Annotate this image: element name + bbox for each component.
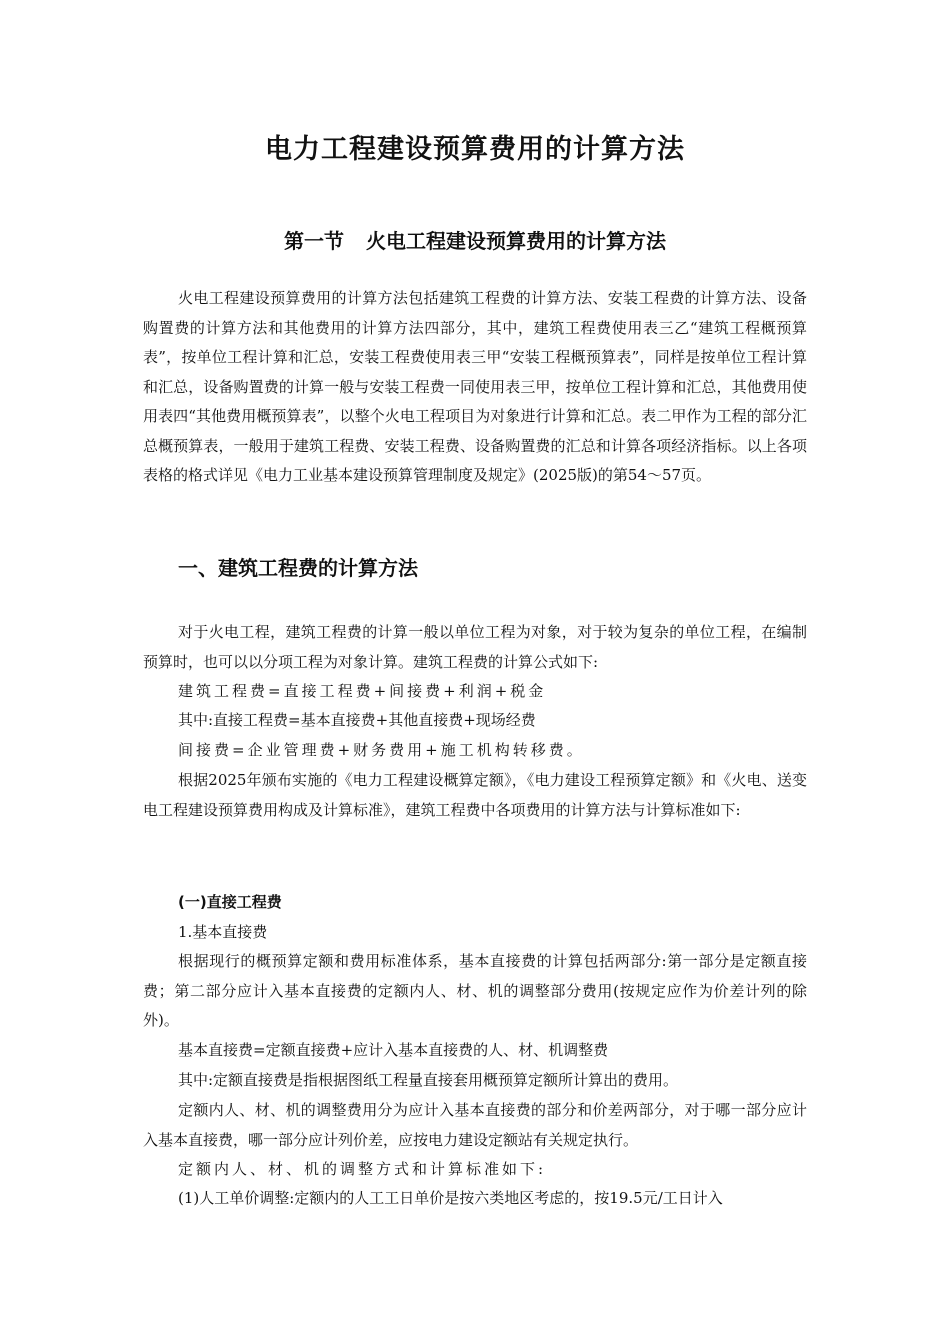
document-title: 电力工程建设预算费用的计算方法 (265, 134, 685, 165)
section-title: 火电工程建设预算费用的计算方法 (366, 229, 666, 253)
paragraph-construction-intro: 对于火电工程，建筑工程费的计算一般以单位工程为对象，对于较为复杂的单位工程，在编制预算时，也可以以分项工程为对象计算。建筑工程费的计算公式如下: (143, 623, 807, 671)
heading-direct-engineering-cost: (一)直接工程费 (178, 893, 282, 911)
formula-basic-direct-cost: 基本直接费=定额直接费+应计入基本直接费的人、材、机调整费 (178, 1041, 609, 1059)
section-heading (0, 226, 950, 256)
item-basic-direct-cost: 1.基本直接费 (178, 923, 268, 941)
line-labor-price-adjustment: (1)人工单价调整:定额内的人工工日单价是按六类地区考虑的，按19.5元/工日计入 (178, 1189, 723, 1207)
formula-indirect-cost: 间接费=企业管理费+财务费用+施工机构转移费。 (178, 741, 585, 759)
section-label: 第一节 (284, 229, 344, 253)
line-adjustment-methods: 定额内人、材、机的调整方式和计算标准如下: (178, 1160, 547, 1178)
paragraph-adjustment: 定额内人、材、机的调整费用分为应计入基本直接费的部分和价差两部分，对于哪一部分应计入基本直接费，哪一部分应计列价差，应按电力建设定额站有关规定执行。 (143, 1101, 807, 1149)
paragraph-standards: 根据2025年颁布实施的《电力工程建设概算定额》，《电力建设工程预算定额》和《火电、送变电工程建设预算费用构成及计算标准》，建筑工程费中各项费用的计算方法与计算标准如下: (143, 771, 807, 819)
formula-construction-cost: 建筑工程费=直接工程费+间接费+利润+税金 (178, 682, 547, 700)
intro-paragraph: 火电工程建设预算费用的计算方法包括建筑工程费的计算方法、安装工程费的计算方法、设备购置费的计算方法和其他费用的计算方法四部分，其中，建筑工程费使用表三乙“建筑工程概预算表”，按单位工程计算和汇总，安装工程费使用表三甲“安装工程概预算表”，同样是按单位工程计算和汇总，设备购置费的计算一般与安装工程费一同使用表三甲，按单位工程计算和汇总，其他费用使用表四“其他费用概预算表”，以整个火电工程项目为对象进行计算和汇总。表二甲作为工程的部分汇总概预算表，一般用于建筑工程费、安装工程费、设备购置费的汇总和计算各项经济指标。以上各项表格的格式详见《电力工业基本建设预算管理制度及规定》(2025版)的第54～57页。 (143, 289, 807, 484)
formula-quota-direct-cost: 其中:定额直接费是指根据图纸工程量直接套用概预算定额所计算出的费用。 (178, 1071, 679, 1089)
heading-construction-cost: 一、建筑工程费的计算方法 (178, 556, 418, 580)
formula-direct-cost: 其中:直接工程费=基本直接费+其他直接费+现场经费 (178, 711, 536, 729)
paragraph-basic-direct-cost: 根据现行的概预算定额和费用标准体系，基本直接费的计算包括两部分:第一部分是定额直接费；第二部分应计入基本直接费的定额内人、材、机的调整部分费用(按规定应作为价差计列的除外)。 (143, 952, 807, 1029)
